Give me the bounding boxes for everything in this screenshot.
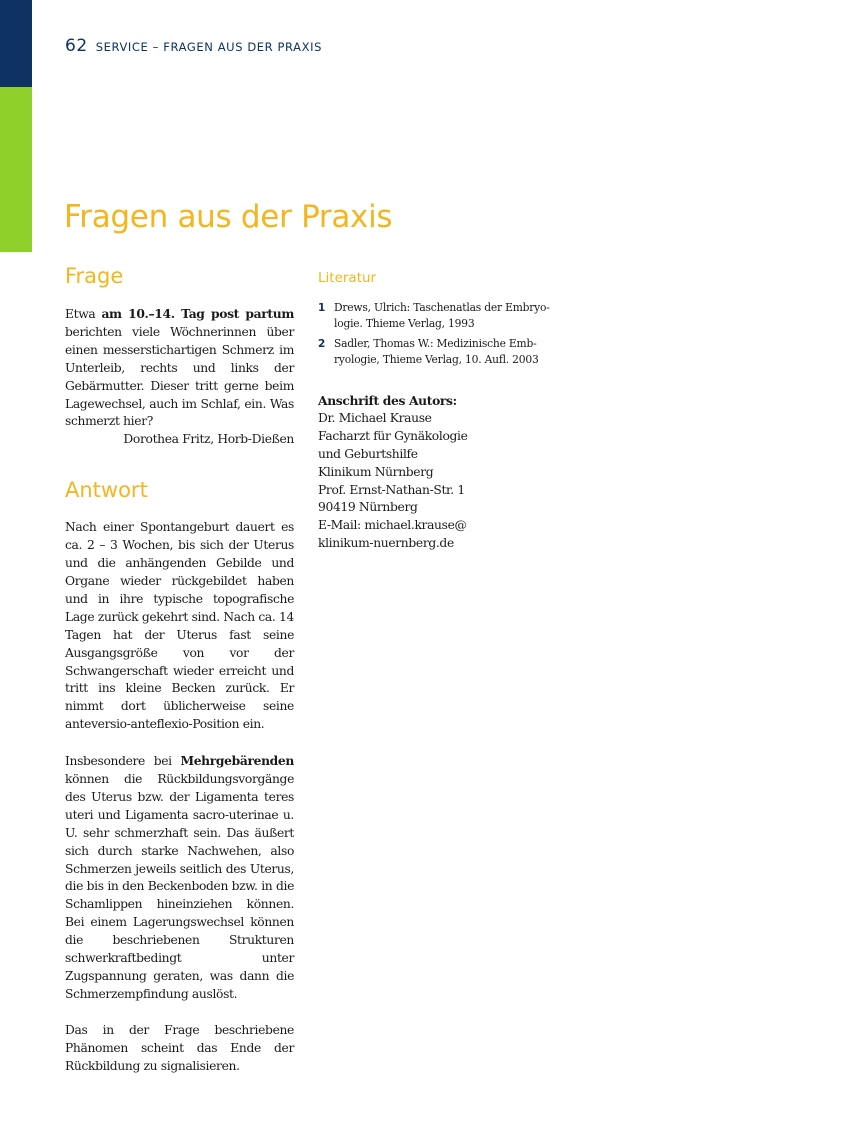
author-city: 90419 Nürnberg <box>318 500 418 515</box>
literatur-item-line: Drews, Ulrich: Taschenatlas der Embryo- <box>334 301 550 314</box>
literatur-item-number: 2 <box>318 338 326 350</box>
author-institution: Klinikum Nürnberg <box>318 464 434 479</box>
author-street: Prof. Ernst-Nathan-Str. 1 <box>318 482 465 497</box>
author-name: Dr. Michael Krause <box>318 410 432 425</box>
side-bar-green <box>0 87 32 252</box>
literatur-item-line: logie. Thieme Verlag, 1993 <box>334 317 475 330</box>
frage-heading: Frage <box>65 264 124 288</box>
frage-text-post: berichten viele Wöchnerinnen über einen messerstichartigen Schmerz im Unterleib, rechts und links der Gebärmutter. Dieser tritt gerne beim Lagewechsel, auch im Schlaf, ein. Was schmerzt hier? <box>65 324 294 429</box>
literatur-list <box>318 300 558 368</box>
frage-text-pre: Etwa <box>65 307 102 321</box>
page-title: Fragen aus der Praxis <box>64 199 393 235</box>
literatur-item-text <box>334 336 539 368</box>
author-title-line: und Geburtshilfe <box>318 446 418 461</box>
literatur-item-line: Sadler, Thomas W.: Medizinische Emb- <box>334 337 537 350</box>
side-bar-navy <box>0 0 32 87</box>
side-column <box>318 270 558 553</box>
frage-text-bold: am 10.–14. Tag post partum <box>101 306 294 321</box>
page-number: 62 <box>65 36 88 56</box>
running-header <box>65 36 322 56</box>
antwort-paragraph-1: Nach einer Spontangeburt dauert es ca. 2 – 3 Wochen, bis sich der Uterus und die anhängenden Gebilde und Organe wieder rückgebildet haben und in ihre typische topografische Lage zurück gekehrt sind. Nach ca. 14 Tagen hat der Uterus fast seine Ausgangsgröße von vor der Schwangerschaft wieder erreicht und tritt ins kleine Becken zurück. Er nimmt dort üblicherweise seine anteversio-anteflexio-Position ein. <box>65 520 294 732</box>
literatur-item <box>318 300 558 332</box>
author-heading: Anschrift des Autors: <box>318 393 457 408</box>
antwort-text <box>65 519 294 1075</box>
author-email-line: E-Mail: michael.krause@ <box>318 518 467 533</box>
antwort-paragraph-3: Das in der Frage beschriebene Phänomen scheint das Ende der Rückbildung zu signalisieren. <box>65 1022 294 1073</box>
author-email-line: klinikum-nuernberg.de <box>318 536 454 551</box>
section-label: SERVICE – FRAGEN AUS DER PRAXIS <box>95 40 323 54</box>
literatur-heading: Literatur <box>318 270 377 286</box>
antwort-p2-post: können die Rückbildungsvorgänge des Uterus bzw. der Ligamenta teres uteri und Ligamenta sacro-uterinae u. U. sehr schmerzhaft sein. Das äußert sich durch starke Nachwehen, also Schmerzen jeweils seitlich des Uterus, die bis in den Beckenboden bzw. in die Schamlippen hineinziehen können. Bei einem Lagerungswechsel können die beschriebenen Strukturen schwerkraftbedingt unter Zugspannung geraten, was dann die Schmerzempfindung auslöst. <box>65 772 294 1001</box>
frage-paragraph <box>65 305 294 431</box>
author-title-line: Facharzt für Gynäkologie <box>318 428 468 443</box>
antwort-heading: Antwort <box>65 478 148 503</box>
antwort-p2-bold: Mehrgebärenden <box>180 753 294 769</box>
literatur-item-number: 1 <box>318 302 326 314</box>
literatur-item-line: ryologie, Thieme Verlag, 10. Aufl. 2003 <box>334 353 539 366</box>
literatur-item <box>318 336 558 368</box>
frage-signature: Dorothea Fritz, Horb-Dießen <box>123 432 294 447</box>
literatur-item-text <box>334 300 550 332</box>
antwort-p2-pre: Insbesondere bei <box>65 754 181 769</box>
author-address <box>318 392 558 553</box>
main-column <box>65 264 294 1076</box>
frage-text <box>65 305 294 449</box>
antwort-paragraph-2 <box>65 752 294 1004</box>
